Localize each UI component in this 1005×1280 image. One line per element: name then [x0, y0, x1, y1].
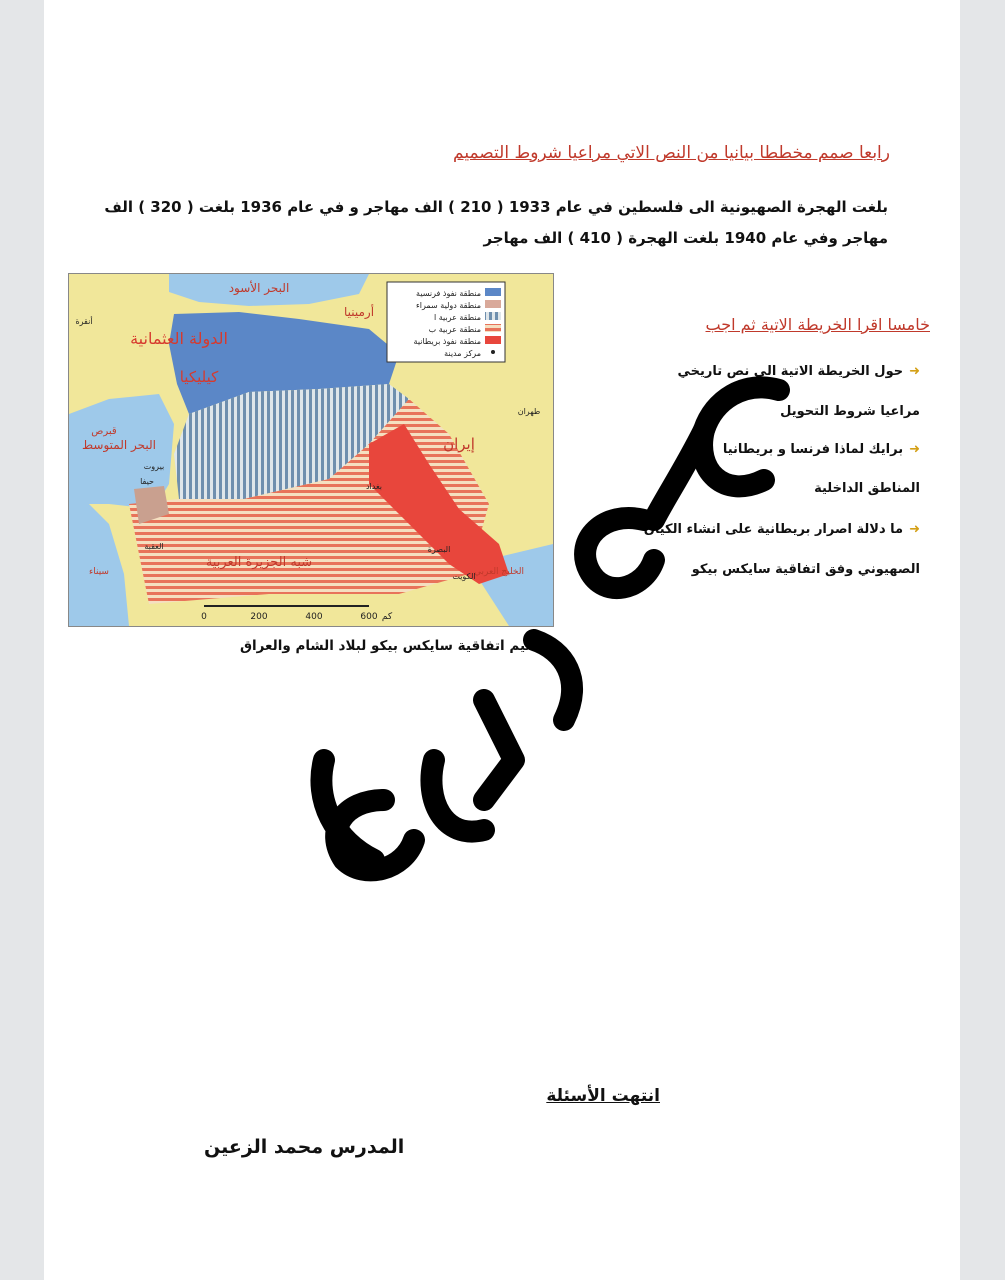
label-ankara: أنقرة	[75, 317, 93, 326]
question-5-bullet-2: ➜برايك لماذا فرنسا و بريطانيا	[722, 442, 920, 457]
teacher-name: المدرس محمد الزعين	[204, 1136, 405, 1158]
document-page	[44, 0, 960, 1280]
legend-swatch	[485, 288, 501, 296]
svg-text:400: 400	[305, 612, 323, 622]
question-4-line-1: بلغت الهجرة الصهيونية الى فلسطين في عام 1933 ( 210 ) الف مهاجر و في عام 1936 بلغت ( 320 ) الف	[104, 198, 888, 216]
legend-swatch	[485, 300, 501, 308]
legend-swatch	[485, 312, 501, 320]
label-sinai: سيناء	[89, 567, 109, 577]
label-cyprus: قبرص	[91, 426, 117, 437]
bullet-icon: ➜	[909, 442, 920, 457]
label-cilicia: كيليكيا	[179, 368, 219, 386]
label-akaba: العقبة	[144, 542, 164, 551]
sykes-picot-map	[68, 273, 554, 627]
svg-text:كم: كم	[381, 612, 393, 622]
question-4-text	[88, 192, 888, 254]
question-5-bullet-1: ➜حول الخريطة الاتية الى نص تاريخي	[677, 364, 920, 379]
question-5-bullet-3-cont: الصهيوني وفق اتفاقية سايكس بيكو	[691, 562, 920, 577]
legend-swatch	[485, 324, 501, 332]
label-tehran: طهران	[517, 407, 541, 416]
end-of-questions: انتهت الأسئلة	[546, 1086, 660, 1106]
label-gulf: الخليج العربي	[474, 567, 524, 577]
map-caption: تقسيم اتفاقية سايكس بيكو لبلاد الشام والعراق	[239, 638, 554, 654]
legend-swatch	[485, 336, 501, 344]
question-4-line-2: مهاجر وفي عام 1940 بلغت الهجرة ( 410 ) الف مهاجر	[483, 229, 888, 247]
bullet-icon: ➜	[909, 364, 920, 379]
label-armenia: أرمينيا	[343, 305, 375, 319]
label-basra: البصرة	[427, 545, 451, 554]
legend-label: مركز مدينة	[444, 349, 481, 358]
question-5-bullet-2-cont: المناطق الداخلية	[814, 481, 920, 496]
legend-label: منطقة دولية سمراء	[416, 301, 481, 310]
label-beirut: بيروت	[143, 462, 165, 471]
legend-label: منطقة نفوذ فرنسية	[416, 289, 481, 298]
label-mediterranean: البحر المتوسط	[82, 438, 156, 452]
label-black-sea: البحر الأسود	[228, 281, 290, 295]
legend-label: منطقة عربية ا	[433, 313, 481, 322]
svg-text:600: 600	[360, 612, 378, 622]
question-5-bullet-3: ➜ما دلالة اصرار بريطانية على انشاء الكيان	[643, 522, 920, 537]
label-iran: إيران	[443, 435, 475, 453]
svg-text:200: 200	[250, 612, 268, 622]
label-baghdad: بغداد	[365, 482, 383, 491]
legend-swatch	[491, 350, 495, 354]
label-ottoman: الدولة العثمانية	[130, 329, 228, 348]
bullet-icon: ➜	[909, 522, 920, 537]
question-5-title: خامسا اقرا الخريطة الاتية ثم اجب	[705, 315, 930, 334]
legend-label: منطقة نفوذ بريطانية	[413, 337, 481, 346]
label-arabia: شبه الجزيرة العربية	[205, 555, 313, 570]
map-legend	[387, 282, 505, 362]
legend-label: منطقة عربية ب	[428, 325, 481, 334]
label-kuwait: الكويت	[452, 572, 476, 581]
question-4-title: رابعا صمم مخططا بيانيا من النص الاتي مراعيا شروط التصميم	[453, 143, 890, 163]
question-5-bullet-1-cont: مراعيا شروط التحويل	[780, 404, 920, 419]
label-haifa: حيفا	[140, 477, 154, 486]
svg-text:0: 0	[201, 612, 207, 622]
